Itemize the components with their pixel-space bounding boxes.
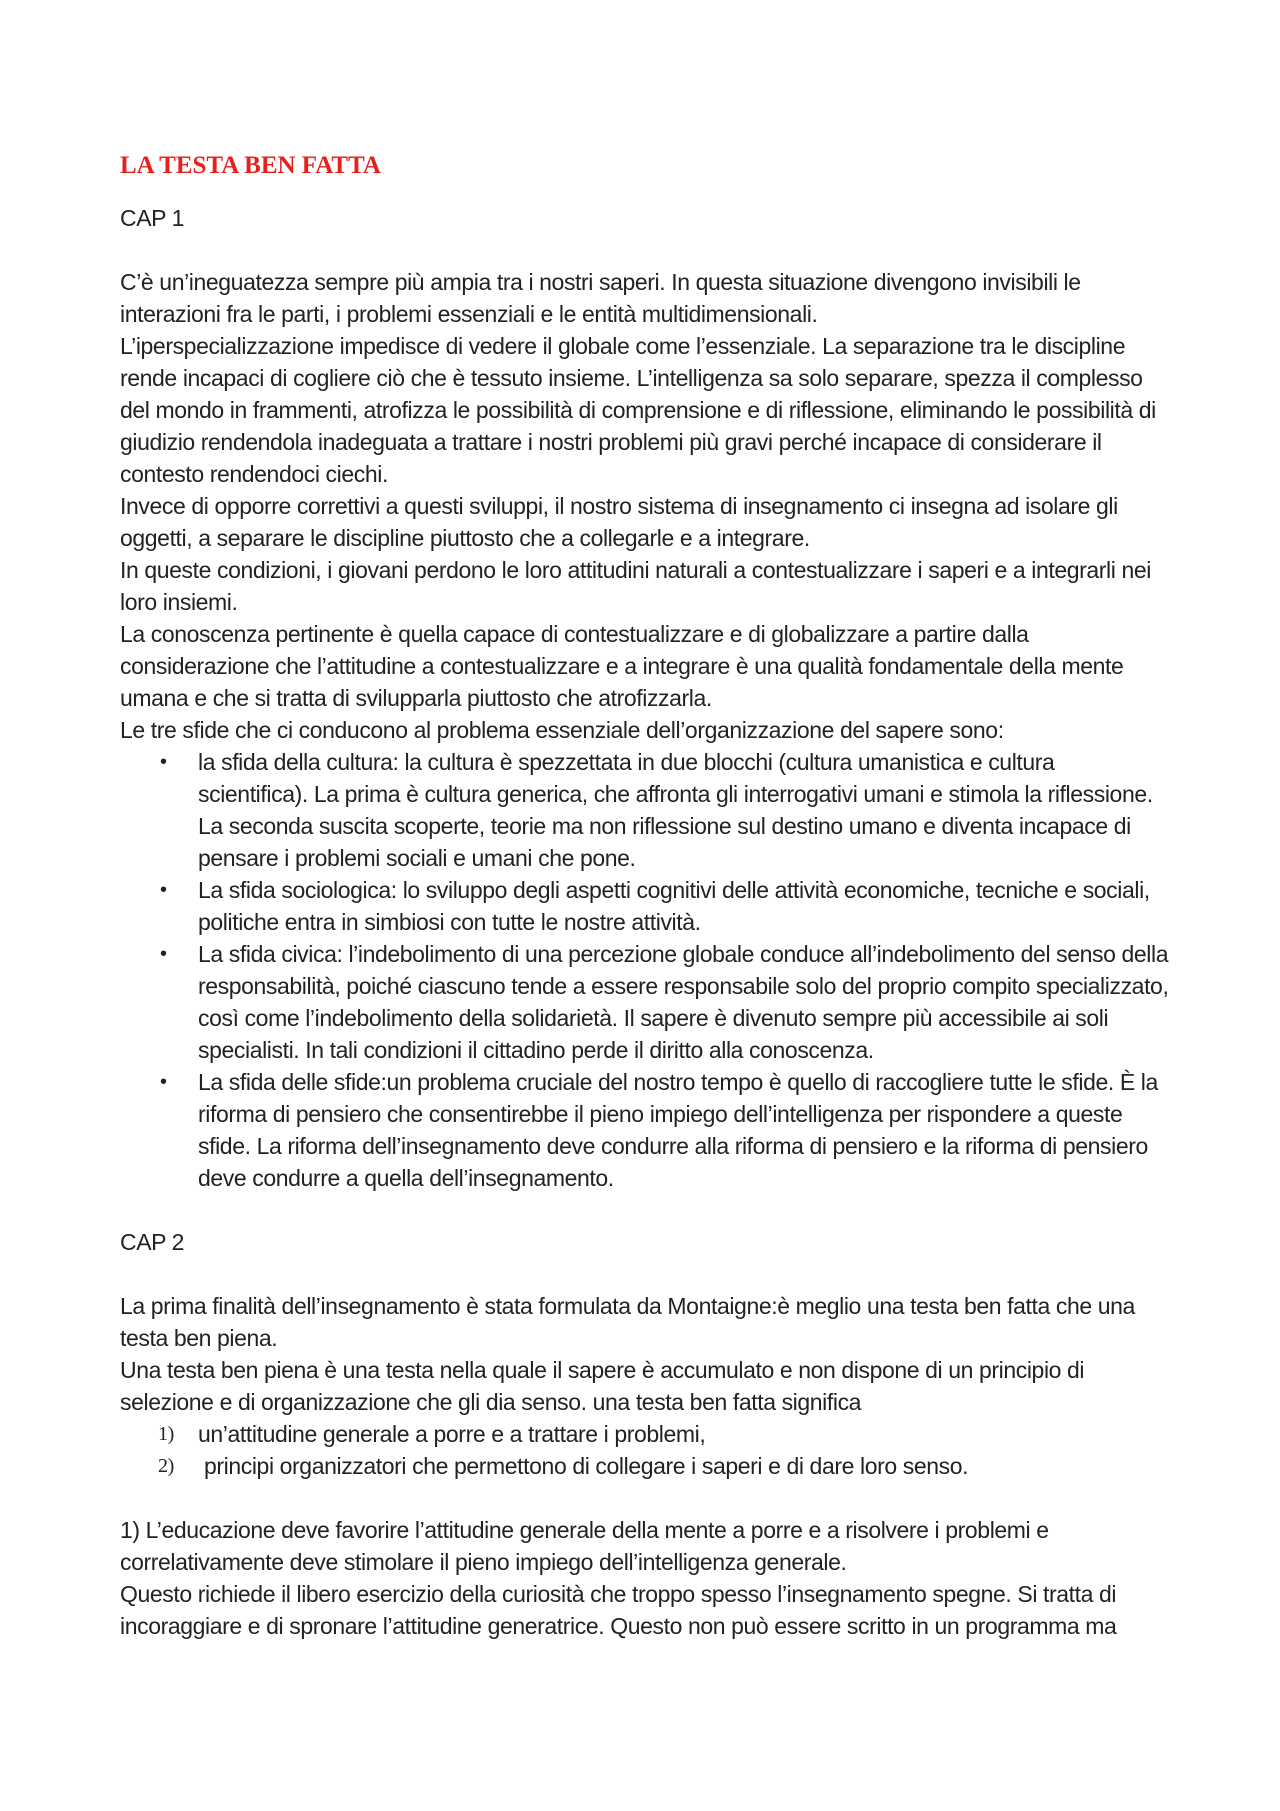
chapter-heading-cap2: CAP 2 (120, 1229, 185, 1255)
paragraph: 1) L’educazione deve favorire l’attitudine generale della mente a porre e a risolvere i problemi e correlativamente deve stimolare il pieno impiego dell’intelligenza generale. (120, 1517, 1049, 1575)
paragraph: Invece di opporre correttivi a questi sviluppi, il nostro sistema di insegnamento ci insegna ad isolare gli oggetti, a separare le discipline piuttosto che a collegarle e a integrare. (120, 493, 1118, 551)
list-item: • La sfida civica: l’indebolimento di una percezione globale conduce all’indebolimento del senso della responsabilità, poiché ciascuno tende a essere responsabile solo del proprio compito specializzato, così come l’indebolimento della solidarietà. Il sapere è divenuto sempre più accessibile ai soli specialisti. In tali condizioni il cittadino perde il diritto alla conoscenza. (120, 938, 1170, 1066)
list-item-text: un’attitudine generale a porre e a trattare i problemi, (198, 1421, 706, 1447)
paragraph: Una testa ben piena è una testa nella quale il sapere è accumulato e non dispone di un principio di selezione e di organizzazione che gli dia senso. una testa ben fatta significa (120, 1357, 1085, 1415)
paragraph: In queste condizioni, i giovani perdono le loro attitudini naturali a contestualizzare i saperi e a integrarli nei loro insiemi. (120, 557, 1151, 615)
paragraph: Questo richiede il libero esercizio della curiosità che troppo spesso l’insegnamento spegne. Si tratta di incoraggiare e di spronare l’attitudine generatrice. Questo non può essere scritto in un programma ma (120, 1581, 1117, 1639)
spacer (120, 1482, 1170, 1514)
list-item: • La sfida sociologica: lo sviluppo degli aspetti cognitivi delle attività economiche, tecniche e sociali, politiche entra in simbiosi con tutte le nostre attività. (120, 874, 1170, 938)
paragraph: La prima finalità dell’insegnamento è stata formulata da Montaigne:è meglio una testa ben fatta che una testa ben piena. (120, 1293, 1135, 1351)
numbered-list (120, 1418, 1170, 1482)
list-item: • La sfida delle sfide:un problema cruciale del nostro tempo è quello di raccogliere tutte le sfide. È la riforma di pensiero che consentirebbe il pieno impiego dell’intelligenza per rispondere a queste sfide. La riforma dell’insegnamento deve condurre alla riforma di pensiero e la riforma di pensiero deve condurre a quella dell’insegnamento. (120, 1066, 1170, 1194)
list-item (120, 1450, 1170, 1482)
paragraph: L’iperspecializzazione impedisce di vedere il globale come l’essenziale. La separazione tra le discipline rende incapaci di cogliere ciò che è tessuto insieme. L’intelligenza sa solo separare, spezza il complesso del mondo in frammenti, atrofizza le possibilità di comprensione e di riflessione, eliminando le possibilità di giudizio rendendola inadeguata a trattare i nostri problemi più gravi perché incapace di considerare il contesto rendendoci ciechi. (120, 333, 1156, 487)
list-number: 1) (158, 1423, 174, 1445)
paragraph: La conoscenza pertinente è quella capace di contestualizzare e di globalizzare a partire dalla considerazione che l’attitudine a contestualizzare e a integrare è una qualità fondamentale della mente umana e che si tratta di svilupparla piuttosto che atrofizzarla. (120, 621, 1124, 711)
challenges-list (120, 746, 1170, 1194)
spacer (120, 1194, 1170, 1226)
document-page (120, 150, 1170, 1642)
list-item-text: principi organizzatori che permettono di collegare i saperi e di dare loro senso. (198, 1453, 969, 1479)
spacer (120, 234, 1170, 266)
document-title: LA TESTA BEN FATTA (120, 152, 381, 179)
chapter-heading-cap1: CAP 1 (120, 205, 185, 231)
list-item (120, 1418, 1170, 1450)
spacer (120, 1258, 1170, 1290)
paragraph: Le tre sfide che ci conducono al problema essenziale dell’organizzazione del sapere sono: (120, 717, 1004, 743)
list-item: • la sfida della cultura: la cultura è spezzettata in due blocchi (cultura umanistica e cultura scientifica). La prima è cultura generica, che affronta gli interrogativi umani e stimola la riflessione. La seconda suscita scoperte, teorie ma non riflessione sul destino umano e diventa incapace di pensare i problemi sociali e umani che pone. (120, 746, 1170, 874)
paragraph: C’è un’ineguatezza sempre più ampia tra i nostri saperi. In questa situazione divengono invisibili le interazioni fra le parti, i problemi essenziali e le entità multidimensionali. (120, 269, 1081, 327)
list-number: 2) (158, 1455, 174, 1477)
